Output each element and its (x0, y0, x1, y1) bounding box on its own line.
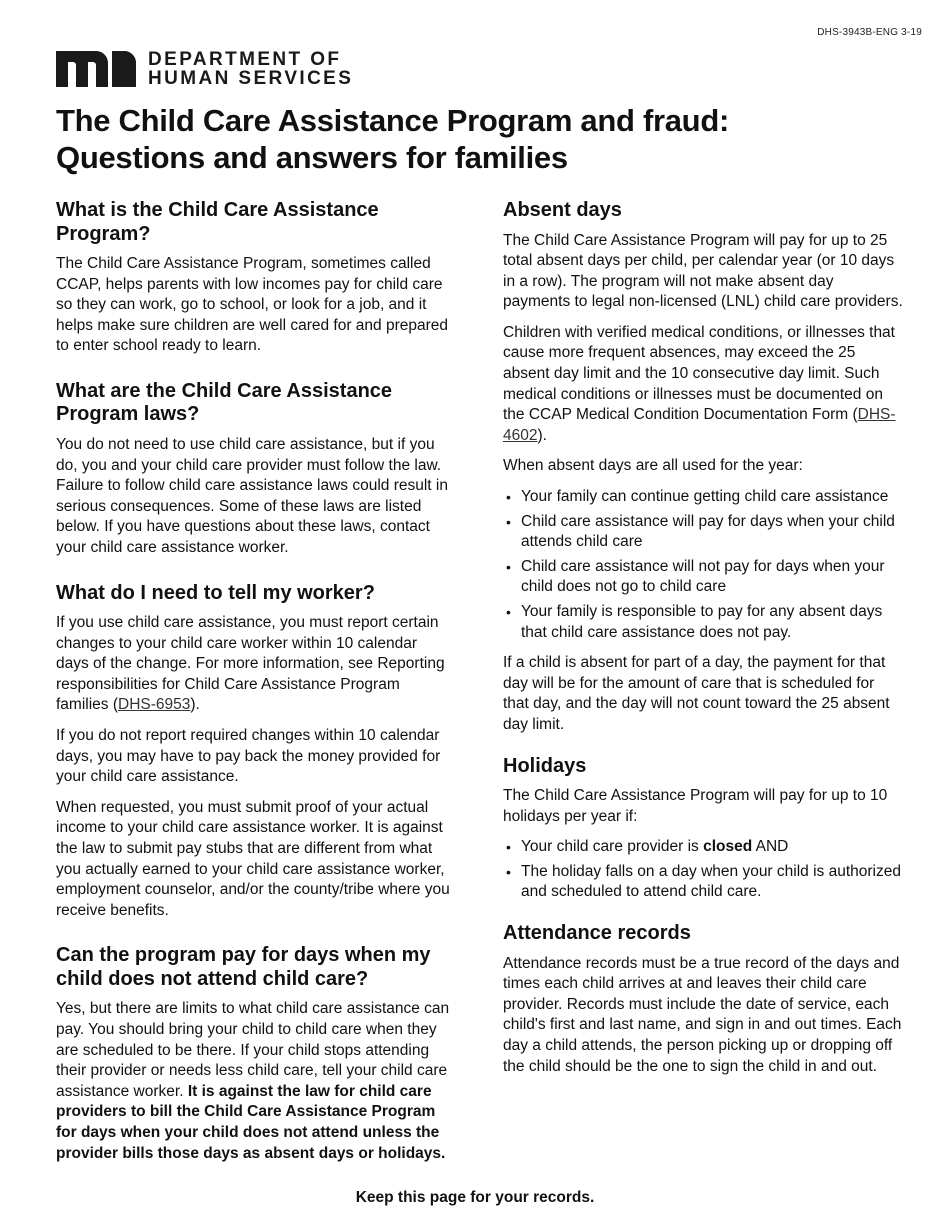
paragraph (56, 999, 454, 1164)
heading-what-is-ccap: What is the Child Care Assistance Program? (56, 199, 379, 245)
title-line-2: Questions and answers for families (56, 140, 568, 175)
paragraph-bold: It is against the law for child care providers to bill the Child Care Assistance Program for days when your child does not attend unless the provider bills those days as absent days or holidays. (56, 1082, 446, 1162)
section-what-is-ccap (56, 199, 454, 357)
list-item: • Child care assistance will not pay for days when your child does not go to child care (503, 557, 903, 598)
paragraph: When absent days are all used for the year: (503, 457, 803, 475)
left-column (56, 199, 454, 1187)
dhs-6953-link[interactable]: DHS-6953 (118, 696, 191, 714)
logo-text (148, 50, 353, 88)
heading-pay-absent: Can the program pay for days when my child does not attend child care? (56, 944, 431, 990)
holidays-list (503, 837, 903, 903)
paragraph: If you do not report required changes within 10 calendar days, you may have to pay back the money provided for your child care assistance. (56, 727, 441, 786)
section-attendance-records (503, 922, 903, 1077)
paragraph (56, 613, 454, 716)
paragraph: The Child Care Assistance Program will pay for up to 10 holidays per year if: (503, 787, 888, 825)
paragraph (503, 323, 903, 447)
right-column (503, 199, 903, 1096)
page-title (56, 102, 916, 176)
list-item-text: Your child care provider is (521, 838, 704, 856)
paragraph: The Child Care Assistance Program, sometimes called CCAP, helps parents with low incomes pay for child care so they can work, go to school, or look for a job, and it helps make sure children are well cared for and prepared to enter school ready to learn. (56, 255, 449, 355)
list-item (503, 837, 903, 858)
list-item-bold: closed (703, 838, 753, 856)
dhs-logo (56, 50, 353, 88)
heading-ccap-laws: What are the Child Care Assistance Program laws? (56, 379, 393, 426)
title-line-1: The Child Care Assistance Program and fraud: (56, 103, 729, 138)
dhs-4602-link[interactable]: DHS-4602 (503, 406, 896, 444)
paragraph: The Child Care Assistance Program will pay for up to 25 total absent days per child, per calendar year (or 10 days in a row). The program will not make absent day payments to legal non-licensed (LNL) child care providers. (503, 231, 903, 311)
heading-holidays: Holidays (503, 754, 587, 777)
section-holidays (503, 755, 903, 903)
form-id: DHS-3943B-ENG 3-19 (817, 27, 922, 38)
logo-line-2: HUMAN SERVICES (148, 68, 354, 89)
list-item: • Your family can continue getting child care assistance (503, 487, 903, 508)
section-absent-days (503, 199, 903, 736)
paragraph-end: ). (537, 426, 547, 444)
section-ccap-laws (56, 380, 454, 559)
section-pay-absent (56, 944, 454, 1164)
absent-days-list (503, 487, 903, 643)
mn-logo-icon (56, 51, 136, 87)
heading-absent-days: Absent days (503, 199, 622, 221)
footer-note: Keep this page for your records. (355, 1189, 595, 1206)
logo-line-1: DEPARTMENT OF (148, 49, 342, 70)
paragraph: You do not need to use child care assistance, but if you do, you and your child care provider must follow the law. Failure to follow child care assistance laws could result in serious consequences. Some of these laws are listed below. If you have questions about these laws, contact your child care assistance worker. (56, 435, 448, 556)
paragraph-text: If you use child care assistance, you must report certain changes to your child care worker within 10 calendar days of the change. For more information, see Reporting responsibilities for Child Care Assistance Program families ( (56, 614, 445, 714)
paragraph-end: ). (190, 696, 200, 714)
heading-tell-worker: What do I need to tell my worker? (56, 581, 375, 604)
section-tell-worker (56, 582, 454, 922)
list-item: • The holiday falls on a day when your child is authorized and scheduled to attend child care. (503, 862, 903, 903)
paragraph: If a child is absent for part of a day, the payment for that day will be for the amount of care that is scheduled for that day, and the day will not count toward the 25 absent day limit. (503, 654, 890, 733)
list-item: • Your family is responsible to pay for any absent days that child care assistance does not pay. (503, 602, 903, 643)
list-item: • Child care assistance will pay for days when your child attends child care (503, 512, 903, 553)
list-item-end: AND (752, 838, 789, 856)
paragraph-text: Children with verified medical conditions, or illnesses that cause more frequent absences, may exceed the 25 absent day limit and the 10 consecutive day limit. Such medical conditions or illnesses must be documented on the CCAP Medical Condition Documentation Form ( (503, 323, 895, 424)
paragraph: Attendance records must be a true record of the days and times each child arrives at and leaves their child care provider. Records must include the date of service, each child's first and last name, and sign in and out times. Each day a child attends, the person picking up or dropping off the child should be the one to sign the child in and out. (503, 954, 902, 1075)
heading-attendance-records: Attendance records (503, 922, 691, 945)
paragraph-text: Yes, but there are limits to what child care assistance can pay. You should bring your child to child care when they are scheduled to be there. If your child stops attending their provider or needs less child care, tell your child care assistance worker. (56, 1000, 450, 1100)
paragraph: When requested, you must submit proof of your actual income to your child care assistance worker. It is against the law to submit pay stubs that are different from what you actually earned to your child care assistance worker, employment counselor, and/or the county/tribe where you receive benefits. (56, 798, 450, 919)
